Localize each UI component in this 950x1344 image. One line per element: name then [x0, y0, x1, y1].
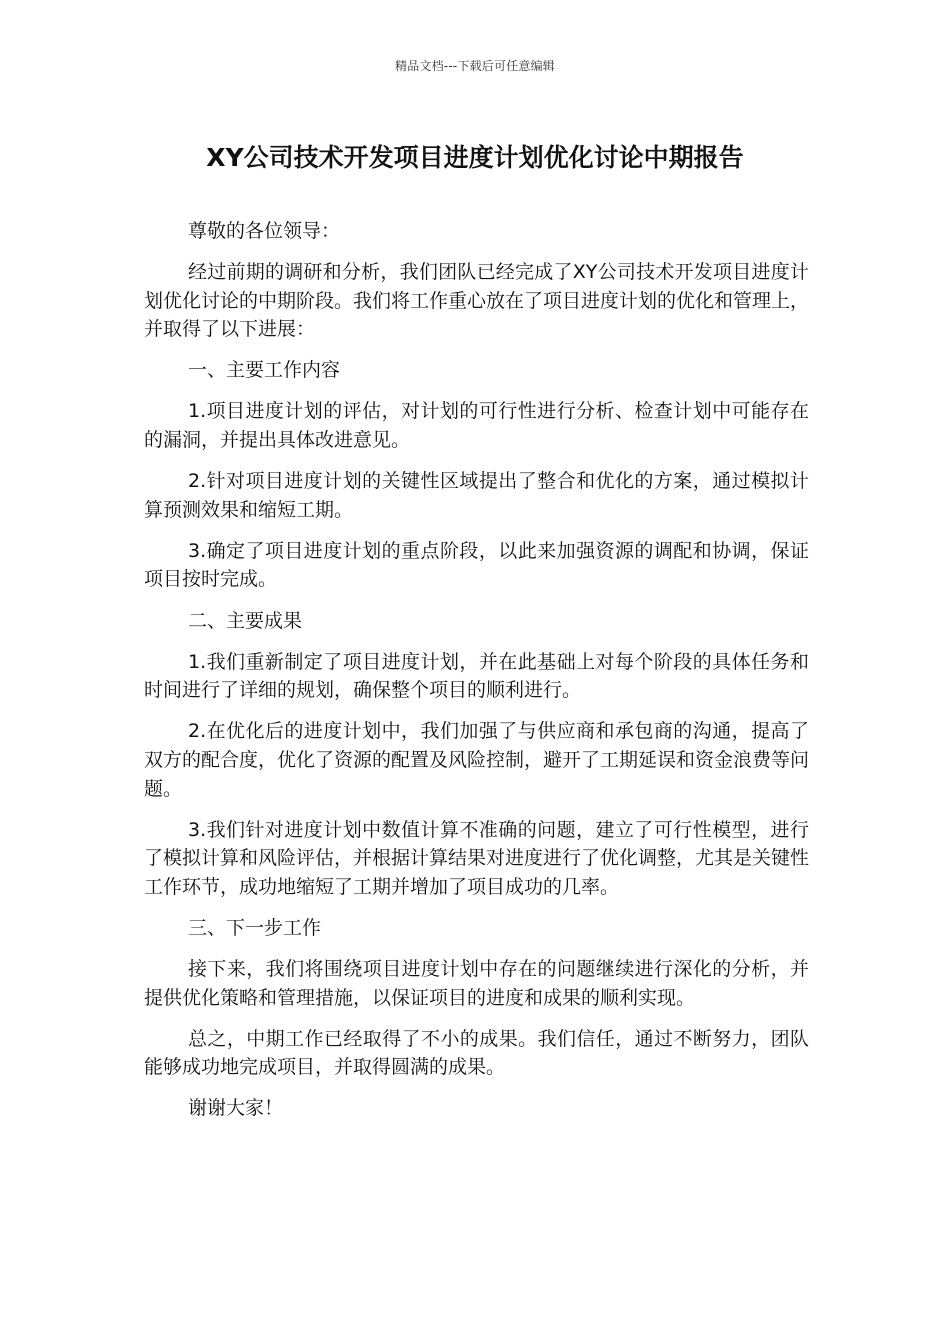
- section-heading-work: 一、主要工作内容: [188, 359, 341, 382]
- page-header: 精品文档---下载后可任意编辑: [395, 59, 555, 73]
- section-heading-next: 三、下一步工作: [188, 916, 322, 939]
- work-item-2: 2.针对项目进度计划的关键性区域提出了整合和优化的方案，通过模拟计算预测效果和缩短工期。: [144, 470, 809, 521]
- result-item-2: 2.在优化后的进度计划中，我们加强了与供应商和承包商的沟通，提高了双方的配合度，优化了资源的配置及风险控制，避开了工期延误和资金浪费等问题。: [144, 720, 810, 800]
- document-body: [144, 217, 809, 1135]
- closing-line: 谢谢大家！: [188, 1097, 284, 1120]
- result-item-1: 1.我们重新制定了项目进度计划，并在此基础上对每个阶段的具体任务和时间进行了详细的规划，确保整个项目的顺利进行。: [144, 650, 809, 702]
- intro-paragraph: 经过前期的调研和分析，我们团队已经完成了XY公司技术开发项目进度计划优化讨论的中期阶段。我们将工作重心放在了项目进度计划的优化和管理上，并取得了以下进展：: [144, 261, 810, 341]
- section-heading-results: 二、主要成果: [188, 609, 303, 632]
- document-title: XY公司技术开发项目进度计划优化讨论中期报告: [206, 143, 744, 172]
- work-item-3: 3.确定了项目进度计划的重点阶段，以此来加强资源的调配和协调，保证项目按时完成。: [144, 539, 809, 591]
- salutation: 尊敬的各位领导：: [188, 220, 341, 242]
- next-steps-paragraph: 接下来，我们将围绕项目进度计划中存在的问题继续进行深化的分析，并提供优化策略和管理措施，以保证项目的进度和成果的顺利实现。: [144, 957, 809, 1009]
- result-item-3: 3.我们针对进度计划中数值计算不准确的问题，建立了可行性模型，进行了模拟计算和风险评估，并根据计算结果对进度进行了优化调整，尤其是关键性工作环节，成功地缩短了工期并增加了项目成功的几率。: [144, 818, 810, 898]
- summary-paragraph: 总之，中期工作已经取得了不小的成果。我们信任，通过不断努力，团队能够成功地完成项目，并取得圆满的成果。: [144, 1027, 809, 1079]
- work-item-1: 1.项目进度计划的评估，对计划的可行性进行分析、检查计划中可能存在的漏洞，并提出具体改进意见。: [144, 400, 809, 452]
